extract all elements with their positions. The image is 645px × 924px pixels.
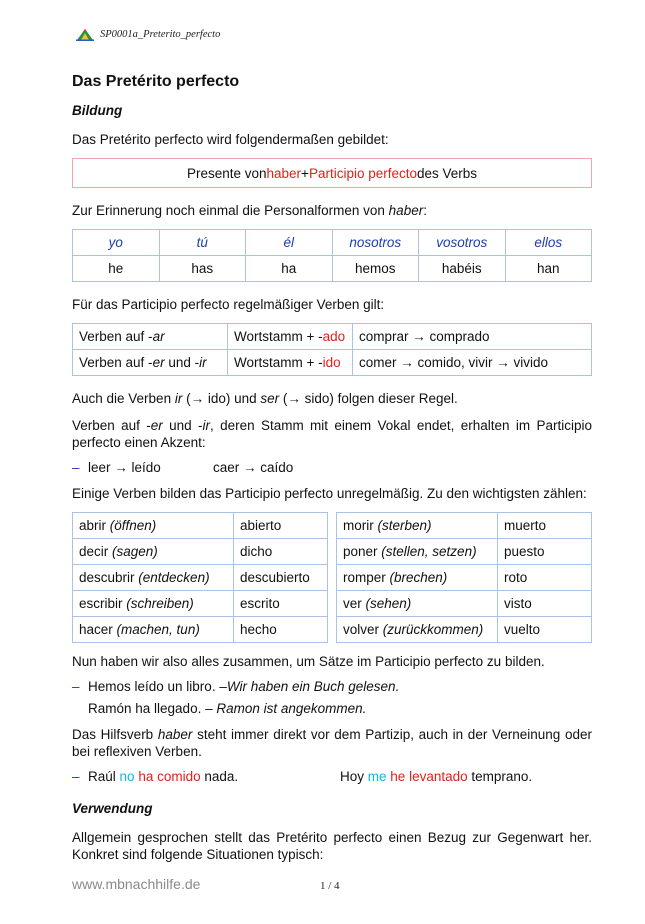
irregular-intro: Einige Verben bilden das Participio perfecto unregelmäßig. Zu den wichtigsten zählen:	[72, 486, 587, 501]
formula-participio: Participio perfecto	[308, 165, 417, 181]
rule-verb-ending: er	[152, 355, 165, 370]
together-text: Nun haben wir also alles zusammen, um Sätze im Participio perfecto zu bilden.	[72, 654, 545, 669]
pronoun-cell: vosotros	[419, 230, 506, 256]
reflexive-example	[340, 768, 532, 785]
participle-cell: puesto	[498, 539, 592, 565]
refl-he: he levantado	[390, 768, 468, 784]
main-content	[72, 72, 592, 873]
irregular-verb-cell	[337, 539, 498, 565]
also-t3: (→ sido) folgen dieser Regel.	[279, 391, 458, 406]
irregular-table-left	[72, 512, 328, 643]
page-number: 1 / 4	[320, 880, 340, 892]
page-title: Das Pretérito perfecto	[72, 73, 240, 90]
verb-infinitive: poner	[343, 544, 382, 559]
verb-infinitive: ver	[343, 596, 366, 611]
form-cell: he	[73, 256, 160, 282]
irregular-row	[73, 617, 328, 643]
participle-cell: visto	[498, 591, 592, 617]
example-german: Wir haben ein Buch gelesen.	[226, 678, 400, 694]
document-id: SP0001a_Preterito_perfecto	[100, 28, 221, 40]
participle-cell: escrito	[234, 591, 328, 617]
formula-box	[72, 158, 592, 188]
also-ir: ir	[174, 391, 183, 406]
footer-website: www.mbnachhilfe.de	[72, 876, 201, 892]
intro-text: Das Pretérito perfecto wird folgendermaßen gebildet:	[72, 132, 389, 147]
example-german: Ramon ist angekommen.	[216, 700, 367, 716]
accent-er: er	[150, 418, 163, 433]
verb-infinitive: volver	[343, 622, 383, 637]
rule-stem-cell	[228, 324, 353, 350]
rule-example-cell: comer → comido, vivir → vivido	[353, 350, 592, 376]
pronoun-cell: tú	[159, 230, 246, 256]
verb-infinitive: decir	[79, 544, 113, 559]
rule-row	[73, 324, 592, 350]
irregular-table-right	[336, 512, 592, 643]
accent-t3: , deren Stamm mit einem Vokal endet, erhalten im Participio perfecto einen Akzent:	[72, 418, 592, 450]
form-cell: has	[159, 256, 246, 282]
form-cell: ha	[246, 256, 333, 282]
form-cell: han	[505, 256, 592, 282]
verb-infinitive: escribir	[79, 596, 127, 611]
rule-verb-ending: ar	[152, 329, 165, 344]
verb-infinitive: romper	[343, 570, 390, 585]
participle-cell: vuelto	[498, 617, 592, 643]
irregular-verb-cell	[73, 513, 234, 539]
refl-me: me	[367, 768, 387, 784]
aux-haber: haber	[157, 727, 193, 742]
personal-forms-table	[72, 229, 592, 282]
rule-verb-text: Verben auf -	[79, 329, 153, 344]
verb-infinitive: morir	[343, 518, 378, 533]
accent-t2: und -	[162, 418, 203, 433]
rule-row	[73, 350, 592, 376]
accent-text	[72, 417, 592, 451]
irregular-verb-cell	[73, 591, 234, 617]
list-dash: –	[72, 678, 80, 694]
rule-ending: ido	[322, 355, 341, 370]
form-cell: habéis	[419, 256, 506, 282]
verb-infinitive: descubrir	[79, 570, 139, 585]
rule-verb-cell	[73, 350, 228, 376]
irregular-verb-cell	[73, 617, 234, 643]
formula-text: Presente von	[186, 165, 267, 181]
rule-stem-text: Wortstamm + -	[234, 355, 323, 370]
irregular-row	[73, 591, 328, 617]
formula-text-end: des Verbs	[417, 165, 478, 181]
irregular-row	[73, 565, 328, 591]
rule-verb-text: Verben auf -	[79, 355, 153, 370]
example-sentence	[72, 676, 592, 696]
accent-ir: ir	[202, 418, 210, 433]
irregular-verb-cell	[337, 591, 498, 617]
document-header	[76, 26, 220, 42]
accent-example-1: leer → leído	[88, 459, 161, 475]
refl-b: temprano.	[467, 768, 533, 784]
participle-cell: dicho	[234, 539, 328, 565]
form-row	[73, 256, 592, 282]
pronoun-row	[73, 230, 592, 256]
aux-text	[72, 726, 592, 760]
rule-ending: ado	[322, 329, 346, 344]
verb-infinitive: abrir	[79, 518, 110, 533]
verb-translation: (sagen)	[112, 544, 158, 559]
irregular-row	[337, 513, 592, 539]
participle-cell: hecho	[234, 617, 328, 643]
rule-stem-cell	[228, 350, 353, 376]
example-spanish: Ramón ha llegado. –	[88, 700, 217, 716]
accent-example-2: caer → caído	[213, 459, 294, 475]
reminder-text	[72, 202, 592, 219]
irregular-verb-cell	[337, 513, 498, 539]
reminder-colon: :	[423, 203, 427, 218]
also-ser: ser	[260, 391, 280, 406]
also-t1: Auch die Verben	[72, 391, 175, 406]
section-heading-bildung: Bildung	[72, 103, 123, 118]
neg-ha: ha comido	[138, 768, 201, 784]
neg-a: Raúl	[88, 768, 120, 784]
rule-verb-cell	[73, 324, 228, 350]
participle-cell: abierto	[234, 513, 328, 539]
regular-rules-table	[72, 323, 592, 376]
rule-stem-text: Wortstamm + -	[234, 329, 323, 344]
participle-cell: muerto	[498, 513, 592, 539]
list-dash: –	[72, 768, 80, 784]
verb-translation: (machen, tun)	[116, 622, 200, 637]
irregular-verb-cell	[337, 617, 498, 643]
refl-a: Hoy	[340, 768, 368, 784]
verb-translation: (sehen)	[365, 596, 412, 611]
rules-intro: Für das Participio perfecto regelmäßiger Verben gilt:	[72, 297, 385, 312]
example-spanish: Hemos leído un libro. –	[88, 678, 227, 694]
verb-infinitive: hacer	[79, 622, 117, 637]
formula-haber: haber	[266, 165, 302, 181]
section-heading-verwendung: Verwendung	[72, 801, 153, 816]
irregular-verb-cell	[73, 565, 234, 591]
also-t2: (→ ido) und	[182, 391, 261, 406]
rule-verb-text-and: und -	[164, 355, 200, 370]
mountain-logo-icon	[76, 27, 94, 41]
irregular-verb-cell	[73, 539, 234, 565]
irregular-row	[73, 513, 328, 539]
rule-example-cell: comprar → comprado	[353, 324, 592, 350]
negation-reflexive-examples	[72, 766, 592, 786]
neg-no: no	[119, 768, 135, 784]
accent-examples	[72, 457, 592, 477]
verb-translation: (stellen, setzen)	[381, 544, 477, 559]
rule-verb-ending-2: ir	[199, 355, 207, 370]
pronoun-cell: nosotros	[332, 230, 419, 256]
reminder-label: Zur Erinnerung noch einmal die Personalformen von	[72, 203, 389, 218]
accent-t1: Verben auf -	[72, 418, 151, 433]
neg-b: nada.	[200, 768, 239, 784]
example-sentence	[72, 698, 592, 718]
verb-translation: (sterben)	[377, 518, 432, 533]
irregular-row	[73, 539, 328, 565]
list-dash: –	[72, 459, 80, 475]
negation-example	[88, 768, 340, 785]
irregular-row	[337, 617, 592, 643]
reminder-haber: haber	[388, 203, 424, 218]
verb-translation: (zurückkommen)	[382, 622, 484, 637]
irregular-row	[337, 565, 592, 591]
form-cell: hemos	[332, 256, 419, 282]
aux-t2: steht immer direkt vor dem Partizip, auch in der Verneinung oder bei reflexiven Verben.	[72, 727, 592, 759]
irregular-row	[337, 591, 592, 617]
also-text	[72, 390, 592, 407]
irregular-verb-cell	[337, 565, 498, 591]
verb-translation: (brechen)	[389, 570, 448, 585]
irregular-tables	[72, 512, 592, 643]
participle-cell: descubierto	[234, 565, 328, 591]
usage-text: Allgemein gesprochen stellt das Pretérito perfecto einen Bezug zur Gegenwart her. Konkret sind folgende Situationen typisch:	[72, 830, 592, 862]
verb-translation: (schreiben)	[126, 596, 194, 611]
verb-translation: (entdecken)	[138, 570, 210, 585]
aux-t1: Das Hilfsverb	[72, 727, 158, 742]
pronoun-cell: yo	[73, 230, 160, 256]
formula-plus: +	[301, 165, 309, 181]
verb-translation: (öffnen)	[109, 518, 157, 533]
participle-cell: roto	[498, 565, 592, 591]
irregular-row	[337, 539, 592, 565]
pronoun-cell: ellos	[505, 230, 592, 256]
pronoun-cell: él	[246, 230, 333, 256]
